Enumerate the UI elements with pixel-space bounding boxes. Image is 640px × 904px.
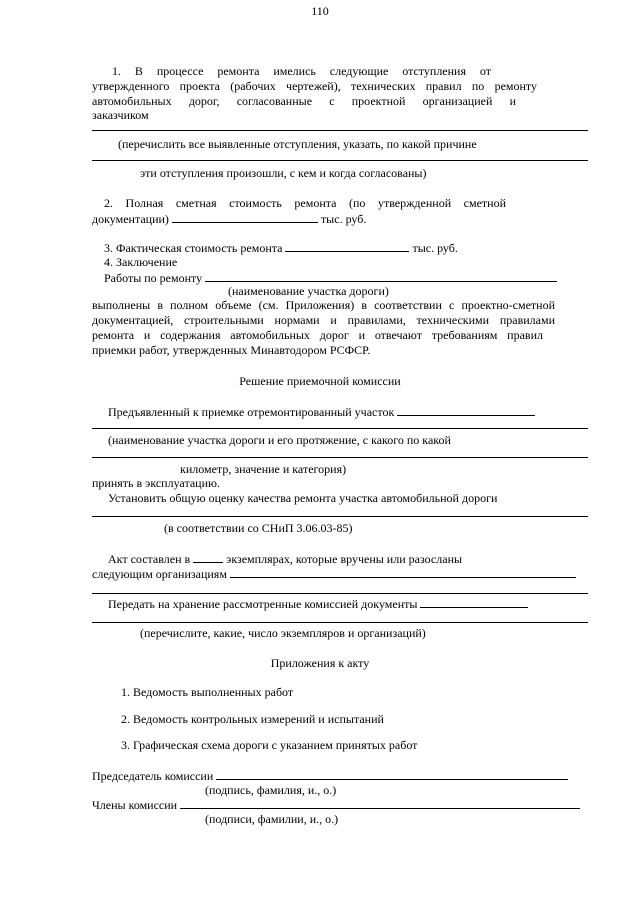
chair-line [92,768,568,783]
decision-heading: Решение приемочной комиссии [239,374,401,388]
item2-prefix: документации) [92,212,169,226]
page-number: 110 [311,4,329,18]
item1-line3: автомобильных дорог, согласованные с проектной организацией и [92,94,516,108]
item2-suffix: тыс. руб. [320,212,367,226]
act-storage-hint: (перечислите, какие, число экземпляров и организаций) [140,626,426,640]
act-line1 [108,551,462,566]
chair-hint: (подпись, фамилия, и., о.) [205,783,337,797]
item4-para1: выполнены в полном объеме (см. Приложения) в соответствии с проектно-сметной [92,298,555,312]
members-hint: (подписи, фамилии, и., о.) [205,812,339,826]
item3-suffix: тыс. руб. [412,241,458,255]
act-line2 [92,566,576,581]
members-line [92,797,580,812]
fill-line [92,130,588,131]
decision-accept: принять в эксплуатацию. [92,476,220,490]
item2-line1: 2. Полная сметная стоимость ремонта (по утвержденной сметной [104,196,506,210]
blank-line [172,211,318,223]
item3-prefix: 3. Фактическая стоимость ремонта [104,241,283,255]
storage-prefix: Передать на хранение рассмотренные комиссией документы [108,597,418,611]
act-line2-prefix: следующим организациям [92,567,227,581]
item4-para4: приемки работ, утвержденных Минавтодором РСФСР. [92,343,371,357]
act-line1-a: Акт составлен в [108,552,191,566]
item4-para3: ремонта и содержания автомобильных дорог и отвечают требованиям правил [92,328,543,342]
item4-works-hint: (наименование участка дороги) [228,284,389,298]
decision-quality: Установить общую оценку качества ремонта участка автомобильной дороги [108,491,498,505]
signature-line [180,797,580,809]
item3-line [104,240,458,255]
appendix-item: 2. Ведомость контрольных измерений и испытаний [121,712,384,726]
works-prefix: Работы по ремонту [104,271,203,285]
fill-line [92,593,588,594]
item4-works-line [104,270,557,285]
appendix-item: 3. Графическая схема дороги с указанием принятых работ [121,738,418,752]
decision-hint1: (наименование участка дороги и его протяжение, с какого по какой [108,433,451,447]
decision-presented-line [108,404,535,419]
act-storage-line [108,596,528,611]
decision-snip-hint: (в соответствии со СНиП 3.06.03-85) [164,521,353,535]
fill-line [92,428,588,429]
item1-hint1: (перечислить все выявленные отступления, указать, по какой причине [118,137,477,151]
blank-line [285,240,409,252]
item1-line1: 1. В процессе ремонта имелись следующие отступления от [112,64,491,78]
item2-line2 [92,211,366,226]
act-line1-b: экземплярах, которые вручены или разосланы [226,552,463,566]
blank-line [230,566,576,578]
fill-line [92,457,588,458]
members-label: Члены комиссии [92,798,178,812]
decision-hint2: километр, значение и категория) [180,462,347,476]
blank-line [193,551,223,563]
chair-label: Председатель комиссии [92,769,214,783]
item4-para2: документацией, строительными нормами и правилами, техническими правилами [92,313,555,327]
signature-line [216,768,568,780]
fill-line [92,516,588,517]
presented-prefix: Предъявленный к приемке отремонтированный участок [108,405,395,419]
item1-line4: заказчиком [92,108,149,122]
item1-line2: утвержденного проекта (рабочих чертежей), технических правил по ремонту [92,79,537,93]
blank-line [397,404,535,416]
fill-line [92,160,588,161]
blank-line [420,596,528,608]
item1-hint2: эти отступления произошли, с кем и когда согласованы) [140,166,427,180]
blank-line [205,270,557,282]
fill-line [92,622,588,623]
item4-title: 4. Заключение [104,255,178,269]
appendix-heading: Приложения к акту [270,656,370,670]
appendix-item: 1. Ведомость выполненных работ [121,685,294,699]
